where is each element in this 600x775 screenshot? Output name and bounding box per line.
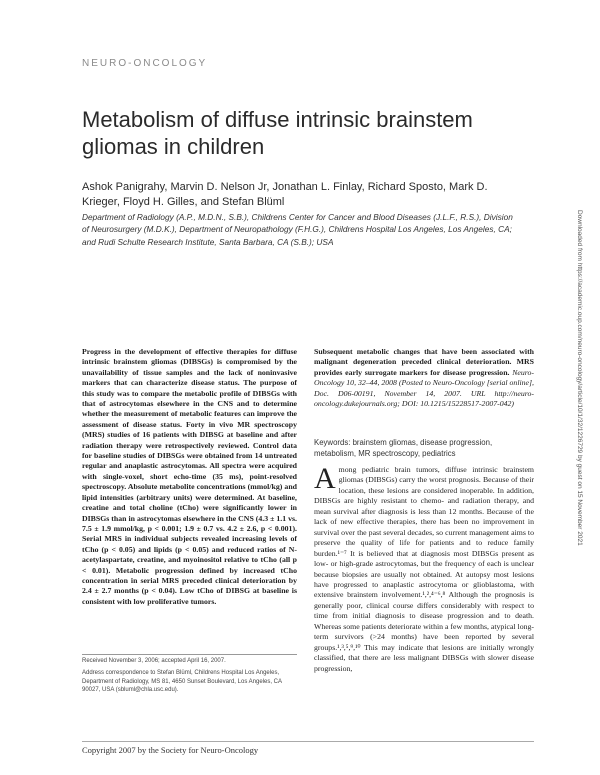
article-title: Metabolism of diffuse intrinsic brainstem gliomas in children	[82, 107, 473, 159]
download-side-note	[575, 210, 583, 770]
copyright-line: Copyright 2007 by the Society for Neuro-Oncology	[82, 745, 259, 755]
author-list: Ashok Panigrahy, Marvin D. Nelson Jr, Jonathan L. Finlay, Richard Sposto, Mark D. Krieger, Floyd H. Gilles, and Stefan Blüml	[82, 181, 488, 208]
download-side-note-text: Downloaded from https://academic.oup.com/neuro-oncology/article/10/1/32/1226729 by guest on 15 November 2021	[576, 210, 583, 546]
correspondence-address: Address correspondence to Stefan Blüml, Childrens Hospital Los Angeles, Department of Radiology, MS 81, 4650 Sunset Boulevard, Los Angeles, CA 90027, USA (sbluml@chla.usc.edu).	[82, 670, 282, 694]
abstract-left-column: Progress in the development of effective therapies for diffuse intrinsic brainstem gliomas (DIBSGs) is compromised by the unavailability of tissue samples and the lack of noninvasive markers that can characterize disease status. The purpose of this study was to compare the metabolic profile of DIBSGs with that of astrocytomas elsewhere in the CNS and to determine whether the measurement of metabolic features can improve the assessment of disease status. Forty in vivo MR spectroscopy (MRS) studies of 16 patients with DIBSG at baseline and after radiation therapy were retrospectively reviewed. Control data for baseline studies of DIBSGs were obtained from 14 untreated regular and anaplastic astrocytomas. All spectra were acquired with single-voxel, short echo-time (35 ms), point-resolved spectroscopy. Absolute metabolite concentrations (mmol/kg) and lipid intensities (arbitrary units) were determined. At baseline, creatine and total choline (tCho) were significantly lower in DIBSGs than in astrocytomas elsewhere in the CNS (4.3 ± 1.1 vs. 7.5 ± 1.9 mmol/kg, p < 0.001; 1.9 ± 0.7 vs. 4.2 ± 2.6, p < 0.001). Serial MRS in individual subjects revealed increasing levels of tCho (p < 0.05) and lipids (p < 0.05) and reduced ratios of N-acetylaspartate, creatine, and myoinositol relative to tCho (all p < 0.01). Metabolic progression defined by increased tCho concentration in serial MRS preceded clinical deterioration by 2.4 ± 2.7 months (p < 0.04). Low tCho of DIBSG at baseline is consistent with low proliferative tumors.	[82, 347, 297, 606]
section-label: NEURO-ONCOLOGY	[82, 58, 208, 69]
keywords: Keywords: brainstem gliomas, disease progression, metabolism, MR spectroscopy, pediatrics	[314, 438, 493, 458]
abstract-conclusion: Subsequent metabolic changes that have been associated with malignant degeneration preceded clinical deterioration. MRS provides early surrogate markers for disease progression.	[314, 347, 534, 377]
abstract-right-column	[314, 347, 534, 409]
footer-divider	[82, 741, 534, 742]
introduction-paragraph: mong pediatric brain tumors, diffuse intrinsic brainstem gliomas (DIBSGs) carry the worst prognosis. Because of their location, these lesions are considered inoperable. In addition, DIBSGs are highly resistant to chemo- and radiation therapy, and mean survival after diagnosis is less than 12 months. Because of the lack of new effective therapies, there has been no improvement in survival over the past several decades, so current management aims to preserve the quality of life for patients and to reduce family burden.¹⁻⁷ It is believed that at diagnosis most DIBSGs present as low- or high-grade astrocytomas, but the frequency of each is unclear because biopsies are usually not obtained. At autopsy most lesions have progressed to anaplastic astrocytoma or glioblastoma, with extensive brainstem involvement.¹,²,⁴⁻⁶,⁸ Although the prognosis is generally poor, clinical course differs considerably with respect to time from initial diagnosis to disease progression and to death. Whereas some patients deteriorate within a few months, atypical long-term survivors (>24 months) have been reported by several groups.¹,³,⁵,⁹,¹⁰ This may indicate that lesions are initially wrongly classified, that there are less malignant DIBSGs with slower disease progression,	[314, 465, 534, 673]
introduction-text	[314, 462, 534, 674]
footnotes	[82, 657, 297, 699]
received-dates: Received November 3, 2006; accepted April 16, 2007.	[82, 658, 226, 664]
affiliations: Department of Radiology (A.P., M.D.N., S.B.), Childrens Center for Cancer and Blood Diseases (J.L.F., R.S.), Division of Neurosurgery (M.D.K.), Department of Neuropathology (F.H.G.), Childrens Hospital Los Angeles, Los Angeles, CA; and Rudi Schulte Research Institute, Santa Barbara, CA (S.B.); USA	[82, 212, 513, 247]
citation-info: Neuro-Oncology 10, 32–44, 2008 (Posted to Neuro-Oncology [serial online], Doc. D06-00191, November 14, 2007. URL http://neuro-oncology.dukejournals.org; DOI: 10.1215/15228517-2007-042)	[314, 367, 535, 409]
footnote-divider	[82, 654, 297, 655]
drop-cap: A	[314, 462, 336, 495]
